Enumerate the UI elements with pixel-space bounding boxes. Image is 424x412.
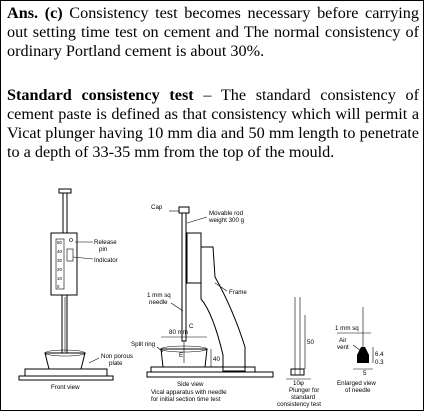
plunger-dim-10: 10φ bbox=[293, 380, 304, 387]
plunger-caption-2: standard bbox=[291, 394, 316, 401]
plunger-dim-50: 50 bbox=[307, 339, 314, 346]
air-vent-leader bbox=[353, 345, 361, 351]
plate-leader bbox=[89, 358, 99, 363]
scale-tick-0: 50 bbox=[57, 240, 63, 245]
front-scale-ticks bbox=[57, 240, 63, 289]
definition-heading: Standard consistency test bbox=[7, 86, 194, 104]
plunger-tip bbox=[291, 369, 304, 375]
needle-dim-1mm: 1 mm sq bbox=[335, 325, 359, 332]
indicator-leader bbox=[73, 257, 93, 259]
side-subcaption-1: Vical apparatus with needle bbox=[151, 389, 227, 396]
rod-leader bbox=[187, 217, 207, 223]
needle-dim-03: 0.3 bbox=[375, 359, 384, 366]
scale-tick-3: 20 bbox=[57, 267, 63, 272]
plunger-caption-1: Plunger for bbox=[289, 387, 320, 394]
non-porous-label-2: plate bbox=[109, 360, 123, 367]
release-pin-label-2: pin bbox=[99, 246, 108, 253]
needle-leader bbox=[171, 303, 183, 311]
release-pin-dot bbox=[70, 239, 73, 242]
split-ring-label: Split ring bbox=[131, 341, 156, 348]
frame-leader bbox=[215, 283, 227, 291]
indicator-label: Indicator bbox=[94, 257, 118, 264]
scale-tick-1: 40 bbox=[57, 249, 63, 254]
release-pin-label-1: Release bbox=[94, 239, 117, 246]
plunger-caption-3: consistency test bbox=[277, 401, 322, 408]
vicat-apparatus-figure bbox=[1, 187, 424, 412]
air-vent-label-1: Air bbox=[339, 337, 347, 344]
non-porous-label-1: Non porous bbox=[101, 353, 133, 360]
dim-80-label: 80 mm bbox=[169, 329, 188, 336]
definition-text: – The standard consistency of cement paste is defined as that consistency which will permit a Vicat plunger having 10 mm dia and 50 mm length to penetrate to a depth of 33-35 mm from the top of the mould. bbox=[7, 86, 419, 161]
e-label: E bbox=[179, 352, 184, 359]
needle-dim-64: 6.4 bbox=[375, 351, 384, 358]
definition-paragraph bbox=[7, 86, 419, 162]
scale-tick-4: 10 bbox=[57, 276, 63, 281]
answer-paragraph bbox=[7, 4, 419, 61]
front-view-drawing bbox=[19, 189, 113, 380]
needle-caption-1: Enlarged view bbox=[337, 380, 376, 387]
side-view-caption: Side view bbox=[177, 381, 204, 388]
plunger-drawing bbox=[286, 297, 311, 379]
c-label: C bbox=[189, 323, 194, 330]
front-top-knob bbox=[59, 189, 71, 193]
dim-40-label: 40 bbox=[213, 356, 220, 363]
air-vent-label-2: vent bbox=[337, 344, 349, 351]
answer-text: Consistency test becomes necessary before carrying out setting time test on cement and The normal consistency of ordinary Portland cement is about 30%. bbox=[7, 4, 419, 60]
needle-label-2: needle bbox=[149, 299, 168, 306]
movable-rod-label-2: weight 300 g bbox=[209, 217, 245, 224]
front-plate bbox=[25, 369, 107, 376]
front-base bbox=[19, 376, 113, 380]
indicator-slot bbox=[67, 249, 73, 261]
side-cap bbox=[179, 207, 189, 213]
movable-rod-label-1: Movable rod bbox=[209, 210, 244, 217]
side-subcaption-2: for initial section time test bbox=[151, 396, 221, 403]
cap-label: Cap bbox=[151, 204, 163, 211]
front-view-caption: Front view bbox=[51, 384, 80, 391]
frame-label: Frame bbox=[229, 289, 247, 296]
answer-prefix: Ans. (c) bbox=[7, 4, 63, 22]
needle-dim-5: 5 bbox=[363, 370, 367, 377]
needle-caption-2: of needle bbox=[345, 387, 371, 394]
side-frame bbox=[201, 247, 245, 371]
front-scale-strip bbox=[56, 239, 64, 289]
scale-tick-2: 30 bbox=[57, 258, 63, 263]
scale-tick-5: 0 bbox=[57, 284, 60, 289]
needle-label-1: 1 mm sq bbox=[147, 292, 171, 299]
side-guide-block bbox=[187, 233, 201, 283]
side-base bbox=[147, 372, 273, 377]
side-rod bbox=[182, 213, 186, 341]
